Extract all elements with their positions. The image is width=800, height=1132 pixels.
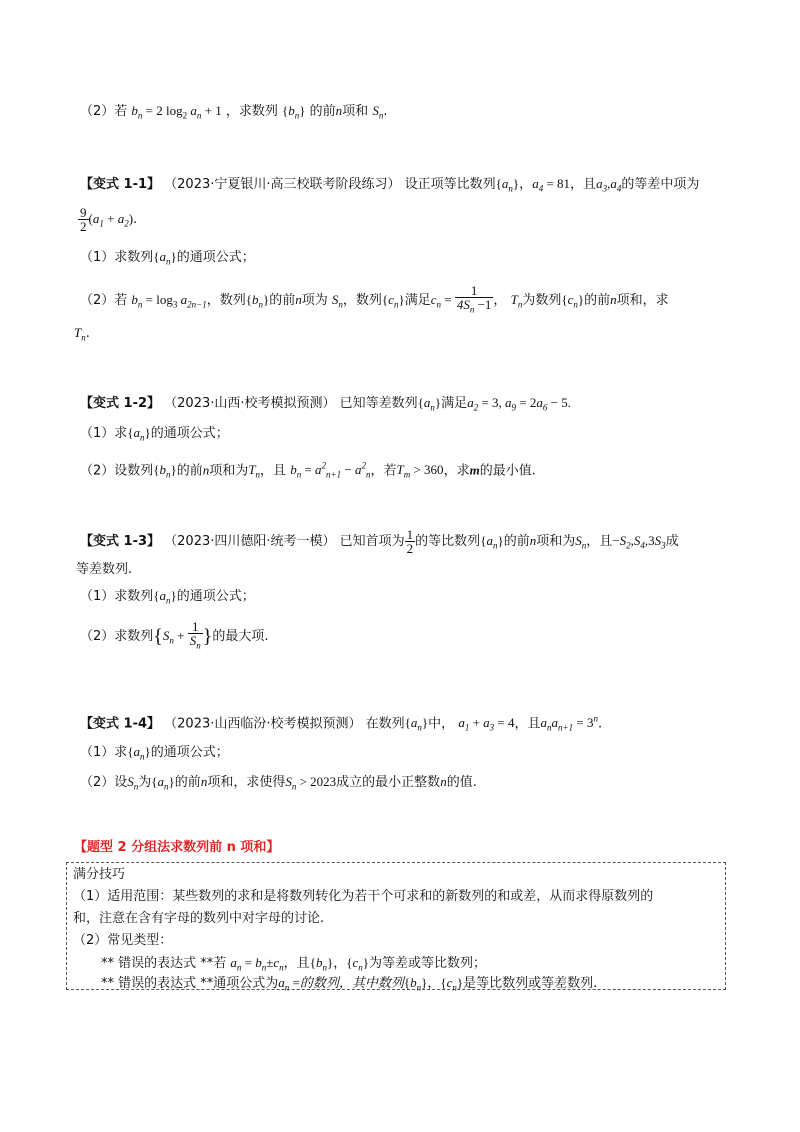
text: 项和为 <box>536 534 576 549</box>
text: 的通项公式； <box>150 745 229 760</box>
text: 的最大项. <box>212 629 269 644</box>
tips-line-1: （1）适用范围：某些数列的求和是将数列转化为若干个可求和的新数列的和或差，从而求得原数列的 <box>73 889 654 904</box>
formula-seq-c: $\{c_n\}$ <box>561 291 585 310</box>
var-n: n <box>529 533 537 548</box>
text: 的通项公式； <box>176 250 255 265</box>
formula-an-bn-cn: $a_n = b_n\pm c_n$ <box>230 955 284 973</box>
formula-seq-a: $\{a_n\}$ <box>153 588 177 606</box>
text: 项和为 <box>209 463 249 479</box>
text: 的前 <box>174 775 201 790</box>
text: （1）求 <box>80 426 128 441</box>
text: ** 错误的表达式 **通项公式为 <box>101 976 279 991</box>
text: （1）求数列 <box>80 589 154 604</box>
text: （2）设 <box>80 775 128 790</box>
variant-1-1-q1 <box>80 247 255 272</box>
text: （2）求数列 <box>80 629 154 644</box>
variant-1-2-q1 <box>80 423 229 448</box>
text: 满足 <box>404 292 431 308</box>
variant-1-2-stem <box>80 393 571 418</box>
text: ，且 <box>514 716 541 732</box>
text: ，若 <box>370 463 397 479</box>
formula-seq-a: $\{a_n\}$ <box>417 395 442 413</box>
variant-tag: 【变式 1-2】 <box>80 396 161 411</box>
formula-seq-a: $\{a_n\}$ <box>127 425 151 443</box>
text: ，求数列 <box>225 104 278 119</box>
formula-seq-b: $\{b_n\}$ <box>245 291 270 310</box>
formula-anan1: $a_na_{n+1} = 3^n$ <box>540 714 598 733</box>
text: 已知等差数列 <box>339 396 418 411</box>
tips-line-5 <box>101 973 597 998</box>
text: 的前 <box>309 104 336 119</box>
text: ，数列 <box>342 292 382 308</box>
variant-1-1-stem <box>80 174 699 199</box>
text: （2）若 <box>80 292 128 308</box>
text: 是等比数列或等差数列. <box>463 976 598 991</box>
formula-seq-b: $\{b_n\}$ <box>282 103 306 121</box>
text: ， <box>519 177 533 192</box>
text: 为等差或等比数列； <box>368 956 486 971</box>
formula-seq-c: $\{c_n\}$ <box>346 955 369 973</box>
text: 的通项公式； <box>150 426 229 441</box>
text: ，且 <box>283 956 310 971</box>
text: ，且 <box>586 534 613 549</box>
text: 的最小值. <box>479 463 536 479</box>
text: 已知首项为 <box>339 534 405 549</box>
variant-1-3-q2 <box>80 616 268 661</box>
formula-a4: $a_4 = 81$ <box>532 176 571 194</box>
text: ， <box>570 177 584 192</box>
formula-seq-a: $\{a_n\}$ <box>404 715 429 733</box>
formula-cn: $c_n$ = <box>430 291 452 310</box>
variant-1-1-q2-cont <box>74 323 90 348</box>
text: ，求 <box>443 463 470 479</box>
variant-tag: 【变式 1-3】 <box>80 534 161 549</box>
text: . <box>597 716 603 732</box>
text: ** 错误的表达式 **若 <box>101 956 227 971</box>
variant-1-1-q2 <box>80 284 669 319</box>
formula-1-sn: $\frac{1}{S_n}$ <box>189 619 201 651</box>
text: （1）求数列 <box>80 250 154 265</box>
text: ， <box>333 956 347 971</box>
formula-seq-cn: $\{c_n\}$ <box>440 975 464 993</box>
text: 项为 <box>301 292 328 308</box>
text: 且 <box>583 177 597 192</box>
variant-1-2-q2 <box>80 456 536 485</box>
question-label: （2）若 <box>80 104 128 119</box>
text: 的等比数列 <box>415 534 481 549</box>
text: 的前 <box>503 534 530 549</box>
variant-1-3-stem <box>80 526 679 561</box>
var-m: m <box>469 462 480 478</box>
text: . <box>85 326 90 341</box>
formula-seq-a: $\{a_n\}$ <box>480 533 504 551</box>
formula-bn: $b_n = 2$ $\log_2 a_n + 1$ <box>131 103 222 121</box>
text: 项和，求 <box>616 292 669 308</box>
text: 的前 <box>584 292 611 308</box>
formula-cn-frac: $\frac{1}{4S_n -1}$ <box>456 283 492 315</box>
tips-line-3: （2）常见类型： <box>73 933 173 948</box>
var-n: n <box>202 462 210 478</box>
text: （1）求 <box>80 745 128 760</box>
text: （2）设数列 <box>80 463 154 479</box>
text: . <box>567 395 571 410</box>
section-title: 【题型 2 分组法求数列前 n 项和】 <box>74 840 280 855</box>
text: 的前 <box>269 292 296 308</box>
variant-1-3-stem-cont <box>76 560 132 580</box>
text: 的前 <box>176 463 203 479</box>
variant-tag: 【变式 1-1】 <box>80 177 161 192</box>
variant-tag: 【变式 1-4】 <box>80 716 161 732</box>
formula-seq-a: $\{a_n\}$ <box>153 249 177 267</box>
text: 在数列 <box>365 716 405 732</box>
tips-box <box>66 862 726 993</box>
text: . <box>133 212 138 227</box>
text: . <box>383 104 388 119</box>
text: 满足 <box>441 396 468 411</box>
var-n: n <box>335 103 343 118</box>
formula-bn-log3: $b_n = \log_3 a_{2n-1}$ <box>131 291 207 310</box>
formula-seq-a: $\{a_n\}$ <box>151 774 175 792</box>
text: 项和，求使得 <box>207 775 286 790</box>
tips-line-2: 和，注意在含有字母的数列中对字母的讨论. <box>73 911 325 926</box>
tips-heading: 满分技巧 <box>73 867 126 882</box>
text: ，且 <box>260 463 287 479</box>
text: 为数列 <box>522 292 562 308</box>
formula-a1a3: $a_1 + a_3 = 4$ <box>458 715 515 733</box>
text: 等差数列. <box>76 562 133 577</box>
formula-sn: $S_n$ <box>372 103 384 121</box>
formula-tn: $T_n$ <box>74 325 86 343</box>
formula-sn: $S_n$ <box>331 291 343 310</box>
formula-1-2: $\frac{1}{2}$ <box>406 527 414 556</box>
variant-1-4-q1 <box>80 742 229 767</box>
text: 成 <box>665 534 679 549</box>
text: 项和 <box>342 104 369 119</box>
brace-open: { <box>153 625 163 648</box>
text: 的值. <box>446 775 477 790</box>
source: （2023·四川德阳·统考一模） <box>164 534 336 549</box>
text: ，数列 <box>206 292 246 308</box>
var-n: n <box>610 291 617 307</box>
text: ， <box>427 976 441 991</box>
source: （2023·宁夏银川·高三校联考阶段练习） <box>164 177 401 192</box>
formula-tn: $T_n$ <box>510 291 523 310</box>
formula-a3a4: $a_3,a_4$ <box>596 176 622 194</box>
formula-seq-a: $\{a_n\}$ <box>495 176 520 194</box>
text: 设正项等比数列 <box>404 177 496 192</box>
formula-tn: $T_n$ <box>248 462 261 480</box>
part2-line <box>80 101 387 126</box>
text: 中， <box>428 716 455 732</box>
formula-seq-b: $\{b_n\}$ <box>153 462 177 480</box>
formula-seq-bn: $\{b_n\}$ <box>403 975 428 993</box>
text: 的等差中项为 <box>621 177 700 192</box>
formula-sn: $S_n$ <box>127 774 139 792</box>
text: 成立的最小正整数 <box>336 775 441 790</box>
formula-sn-2023: $S_n > 2023$ <box>285 774 337 792</box>
variant-1-4-q2 <box>80 772 477 797</box>
source: （2023·山西临汾·校考模拟预测） <box>164 716 362 732</box>
formula-sn-plus: $S_n$ + <box>162 628 185 646</box>
brace-close: } <box>202 625 213 648</box>
formula-a1a2: $(a_1 + a_2)$ <box>88 211 134 229</box>
formula-sn: $S_n$ <box>575 533 587 551</box>
formula-9-2: $\frac{9}{2}$ <box>80 205 87 234</box>
text: ， <box>493 292 507 308</box>
formula-s2s4s3: $-S_2,S_4,3S_3$ <box>612 533 666 551</box>
variant-1-1-stem-cont <box>78 204 137 239</box>
formula-an-eq: $a_n$ = <box>278 975 300 993</box>
formula-a2a9: $a_2 = 3$, $a_9 = 2a_6 - 5$ <box>467 395 568 413</box>
variant-1-3-q1 <box>80 586 255 611</box>
text: 的通项公式； <box>176 589 255 604</box>
var-n: n <box>440 774 447 789</box>
formula-seq-a: $\{a_n\}$ <box>127 744 151 762</box>
variant-1-4-stem <box>80 709 602 738</box>
var-n: n <box>295 291 302 307</box>
formula-tm: $T_m > 360$ <box>396 462 444 480</box>
formula-bn-diff: $b_n = a^2_{n+1} - a^2_n$ <box>290 461 371 480</box>
text: 的数列，其中数列 <box>299 976 404 991</box>
formula-seq-c: $\{c_n\}$ <box>381 291 405 310</box>
var-n: n <box>200 774 208 789</box>
formula-seq-b: $\{b_n\}$ <box>309 955 334 973</box>
text: 为 <box>138 775 152 790</box>
source: （2023·山西·校考模拟预测） <box>164 396 336 411</box>
